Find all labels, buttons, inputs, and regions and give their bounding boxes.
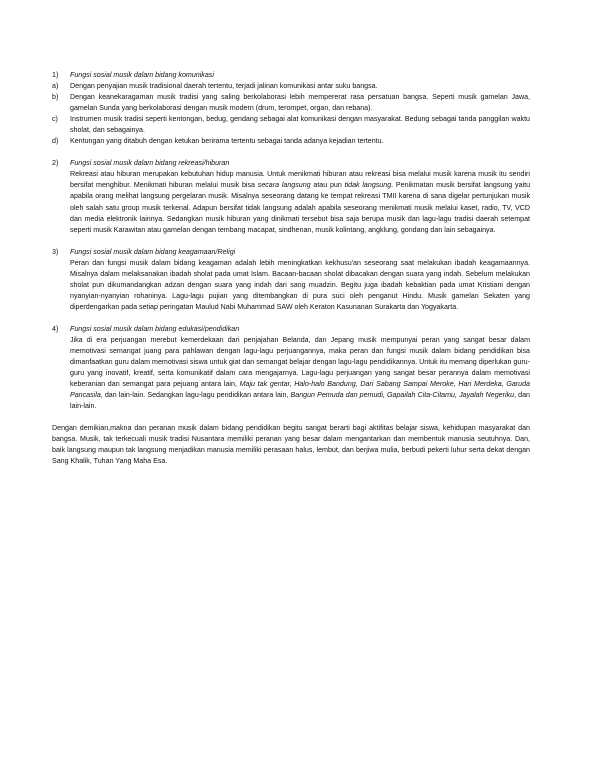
section-number: 1) xyxy=(52,71,59,79)
closing-paragraph: Dengan demikian,makna dan peranan musik dalam bidang pendidikan begitu sangat berarti bagi aktifitas belajar siswa, kehidupan masyarakat dan bangsa. Musik, tak terkecuali musik tradisi Nusantara memiliki peranan yang besar dalam mengantarkan dan membentuk manusia seutuhnya. Dan, baik langsung maupun tak langsung menjadikan manusia memiliki perasaan halus, lembut, dan berjiwa mulia, berbudi pekerti luhur serta dekat dengan Sang Khalik, Tuhan Yang Maha Esa. xyxy=(52,424,530,466)
section-1-heading xyxy=(52,70,530,81)
item-text: Kentungan yang ditabuh dengan ketukan berirama tertentu sebagai tanda adanya kejadian tertentu. xyxy=(70,137,384,146)
item-text: Instrumen musik tradisi seperti kentongan, bedug, gendang sebagai alat komunikasi dengan masyarakat. Bedung sebagai tanda panggilan waktu sholat, dan sebagainya. xyxy=(70,115,530,135)
emphasis-text: Bangun Pemuda dan pemudi, Gapailah Cita-Citamu, Jayalah Negeriku xyxy=(290,391,515,400)
document-page xyxy=(52,70,530,468)
paragraph-text: Jika di era perjuangan merebut kemerdekaan dari penjajahan Belanda, dan Jepang musik mempunyai peran yang sangat besar dalam memotivasi semangat juang para pahlawan dengan lagu-lagu perjuangannya, maka peran dan fungsi musik dalam bidang pendidikan bisa dimanfaatkan guru dalam memotivasi siswa untuk giat dan semangat belajar dengan lagu-lagu pendidikannya. Untuk itu memang diperlukan guru-guru yang inovatif, kreatif, serta komunikatif dalam cara mengajarnya. Lagu-lagu perjuangan yang sangat besar perannya dalam memotivasi keberanian dan semangat para pejuang antara lain, xyxy=(70,335,530,389)
item-label: c) xyxy=(52,115,58,124)
paragraph-text: , dan lain-lain. Sedangkan lagu-lagu pendidikan antara lain, xyxy=(100,391,291,400)
list-item xyxy=(52,81,530,92)
list-item xyxy=(52,114,530,136)
item-label: b) xyxy=(52,93,59,102)
list-item xyxy=(52,92,530,114)
section-number: 2) xyxy=(52,159,59,168)
item-label: d) xyxy=(52,137,59,146)
paragraph-text: Peran dan fungsi musik dalam bidang keagaman adalah lebih meningkatkan kekhusu'an seseorang saat melakukan ibadah keagamaannya. Misalnya dalam melaksanakan ibadah sholat pada umat Islam. Bacaan-bacaan sholat dibacakan dengan suara yang indah. Sebelum melakukan sholat pun dikumandangkan adzan dengan suara yang indah dari sang muadzin. Begitu juga ibadah kebaktian pada umat Kristiani dengan nyanyian-nyanyian rohaninya. Lagu-lagu pujian yang ditembangkan di pura suci oleh penganut Hindu. Musik gamelan Sekaten yang diperdengarkan pada setiap peringatan Maulud Nabi Muhammad SAW oleh Keraton Kasunanan Surakarta dan Yogyakarta. xyxy=(70,258,530,311)
paragraph-text: Rekreasi atau hiburan merupakan kebutuhan hidup manusia. Untuk menikmati hiburan atau rekreasi bisa melalui musik karena musik itu sendiri bersifat menghibur. Menikmati hiburan melalui musik bisa xyxy=(70,170,530,190)
section-2-heading xyxy=(52,158,530,169)
section-paragraph xyxy=(52,335,530,412)
section-number: 3) xyxy=(52,247,59,256)
paragraph-text: atau pun xyxy=(310,181,345,190)
emphasis-text: tidak langsung xyxy=(344,181,392,190)
spacer xyxy=(52,412,530,423)
spacer xyxy=(52,147,530,158)
section-paragraph xyxy=(52,258,530,313)
item-text: Dengan penyajian musik tradisional daerah tertentu, terjadi jalinan komunikasi antar suku bangsa. xyxy=(70,82,378,91)
section-number: 4) xyxy=(52,324,59,333)
section-title: Fungsi sosial musik dalam bidang keagamaan/Religi xyxy=(70,247,236,256)
section-title: Fungsi sosial musik dalam bidang rekreasi/hiburan xyxy=(70,159,230,168)
list-item xyxy=(52,136,530,147)
section-title: Fungsi sosial musik dalam bidang komunikasi xyxy=(70,71,214,79)
paragraph-text: . Penikmatan musik bersifat langsung yaitu apabila orang melihat langsung pergelaran musik. Misalnya seseorang datang ke tempat rekreasi TMII karena di sana digelar pertunjukan musik oleh salah satu group musik terkenal. Adapun bersifat tidak langsung adalah apabila seseorang menikmati musik melalui kaset, radio, TV, VCD dan media elektronik lainnya. Sedangkan musik hiburan yang dinikmati tersebut bisa saja berupa musik dan lagu-lagu tradisi daerah setempat seperti musik Karawitan atau gamelan dengan tembang macapat, sindhenan, musik kolintang, angklung, gondang dan lain sebagainya. xyxy=(70,181,531,234)
emphasis-text: secara langsung xyxy=(257,181,311,190)
paragraph-text: , dan lain-lain. xyxy=(70,391,530,411)
emphasis-text: Maju tak gentar, Halo-halo Bandung, Dari Sabang Sampai Meroke, Hari Merdeka, Garuda Pancasila xyxy=(70,380,530,400)
spacer xyxy=(52,313,530,324)
section-3-heading xyxy=(52,247,530,258)
section-paragraph xyxy=(52,169,530,235)
item-text: Dengan keanekaragaman musik tradisi yang saling berkolaborasi lebih mempererat rasa persatuan bangsa. Seperti musik gamelan Jawa, gamelan Sunda yang berkolaborasi dengan musik modern (drum, terompet, organ, dan rebana). xyxy=(70,93,530,113)
section-title: Fungsi sosial musik dalam bidang edukasi/pendidikan xyxy=(70,324,240,333)
item-label: a) xyxy=(52,82,59,91)
section-4-heading xyxy=(52,324,530,335)
spacer xyxy=(52,236,530,247)
